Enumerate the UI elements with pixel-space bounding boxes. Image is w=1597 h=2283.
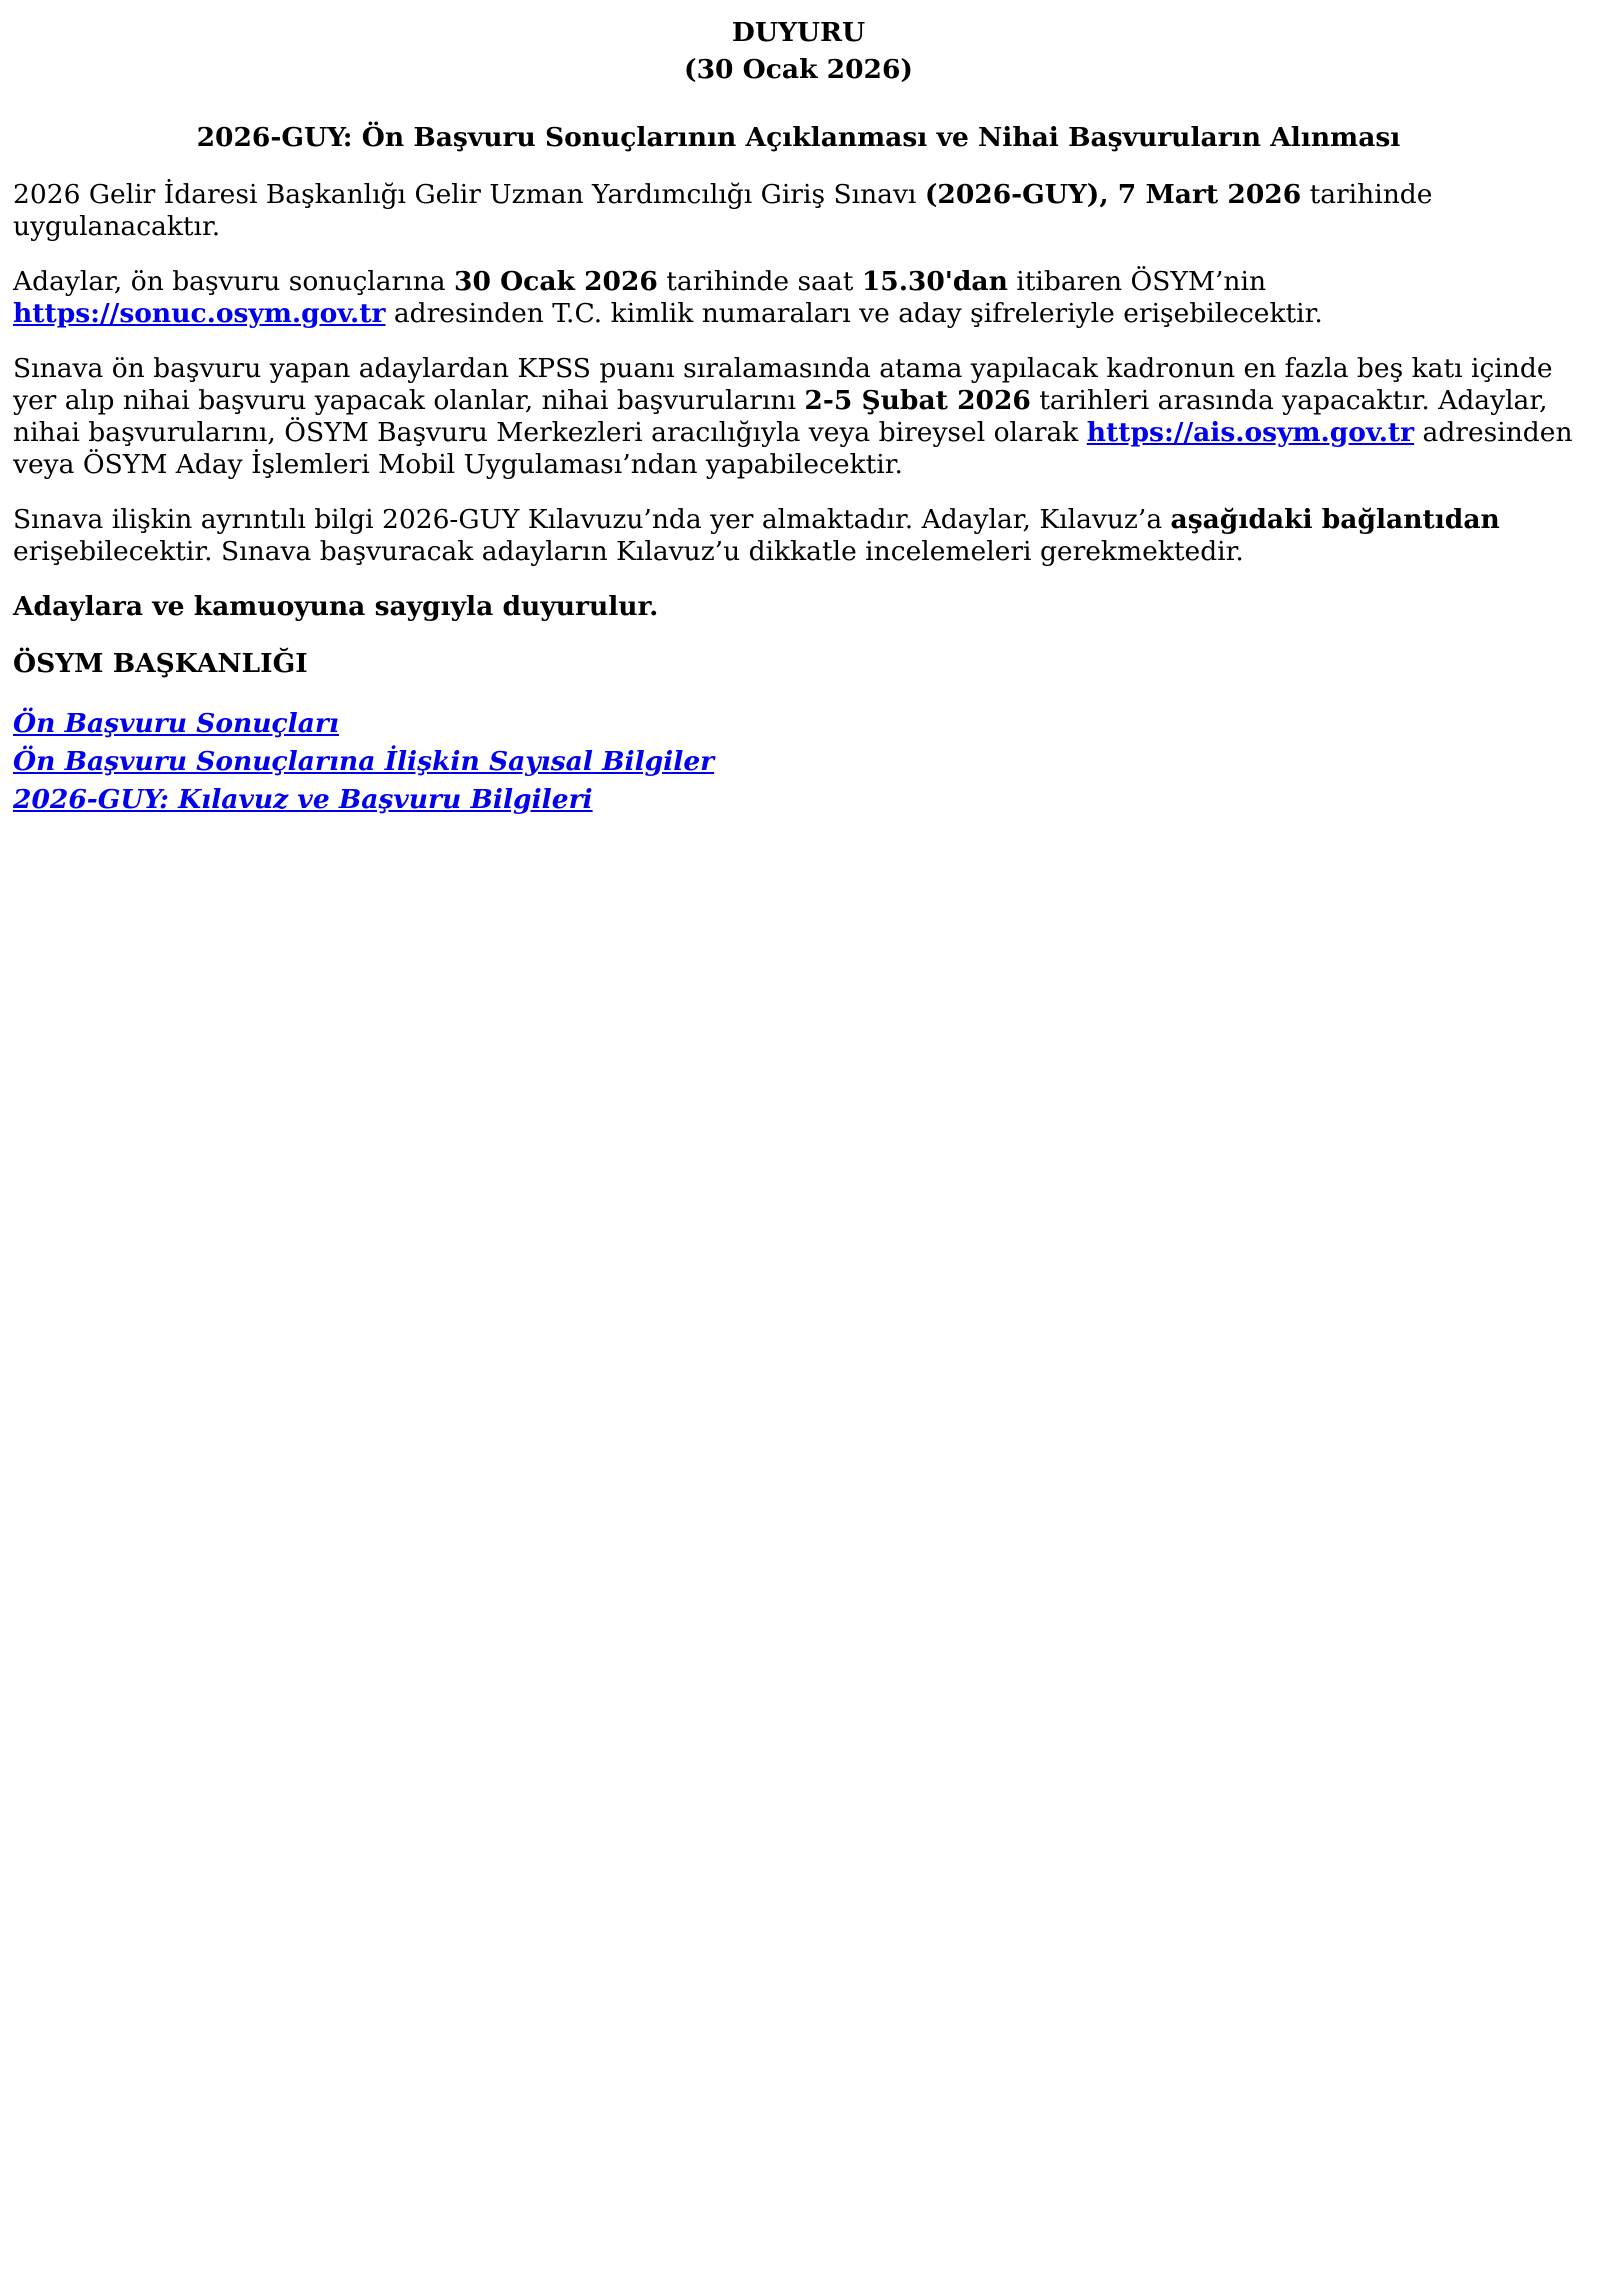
- sonuc-link[interactable]: https://sonuc.osym.gov.tr: [13, 298, 386, 329]
- text: Adaylar, ön başvuru sonuçlarına: [13, 266, 454, 297]
- link-pre-application-results[interactable]: Ön Başvuru Sonuçları: [13, 708, 339, 739]
- text: tarihleri arasında yapacaktır. Adaylar, nihai başvurularını, ÖSYM Başvuru Merkezleri aracılığıyla veya bireysel olarak: [13, 385, 1548, 448]
- paragraph-guide: [13, 504, 1584, 568]
- text: Sınava ilişkin ayrıntılı bilgi 2026-GUY Kılavuzu’nda yer almaktadır. Adaylar, Kılavuz’a: [13, 504, 1171, 535]
- announcement-subject: 2026-GUY: Ön Başvuru Sonuçlarının Açıklanması ve Nihai Başvuruların Alınması: [196, 122, 1401, 153]
- related-links: [13, 705, 1584, 819]
- announcement-title: DUYURU: [731, 17, 866, 48]
- results-date-bold: 30 Ocak 2026: [454, 266, 658, 297]
- text: tarihinde saat: [657, 266, 862, 297]
- paragraph-results: [13, 266, 1584, 330]
- link-numerical-info[interactable]: Ön Başvuru Sonuçlarına İlişkin Sayısal Bilgiler: [13, 746, 715, 777]
- text: tarihinde uygulanacaktır.: [13, 179, 1433, 242]
- exam-date-bold: (2026-GUY), 7 Mart 2026: [924, 179, 1302, 210]
- text: Sınava ön başvuru yapan adaylardan KPSS puanı sıralamasında atama yapılacak kadronun en fazla beş katı içinde yer alıp nihai başvuru yapacak olanlar, nihai başvurularını: [13, 353, 1553, 416]
- text: adresinden T.C. kimlik numaraları ve aday şifreleriyle erişebilecektir.: [385, 298, 1323, 329]
- paragraph-exam-date: [13, 179, 1584, 243]
- text: 2026 Gelir İdaresi Başkanlığı Gelir Uzman Yardımcılığı Giriş Sınavı: [13, 179, 925, 210]
- closing-line: Adaylara ve kamuoyuna saygıyla duyurulur.: [13, 591, 659, 622]
- text: erişebilecektir. Sınava başvuracak adayların Kılavuz’u dikkatle incelemeleri gerekmektedir.: [13, 536, 1244, 567]
- text: itibaren ÖSYM’nin: [1007, 266, 1267, 297]
- application-dates-bold: 2-5 Şubat 2026: [804, 385, 1031, 416]
- paragraph-final-application: [13, 353, 1584, 481]
- announcement-date: (30 Ocak 2026): [684, 54, 913, 85]
- guide-link-hint-bold: aşağıdaki bağlantıdan: [1170, 504, 1500, 535]
- ais-link[interactable]: https://ais.osym.gov.tr: [1086, 417, 1415, 448]
- link-guide[interactable]: 2026-GUY: Kılavuz ve Başvuru Bilgileri: [13, 784, 593, 815]
- signature: ÖSYM BAŞKANLIĞI: [13, 648, 308, 679]
- results-time-bold: 15.30'dan: [861, 266, 1008, 297]
- announcement-page: [0, 0, 1597, 819]
- text: adresinden veya ÖSYM Aday İşlemleri Mobil Uygulaması’ndan yapabilecektir.: [13, 417, 1573, 480]
